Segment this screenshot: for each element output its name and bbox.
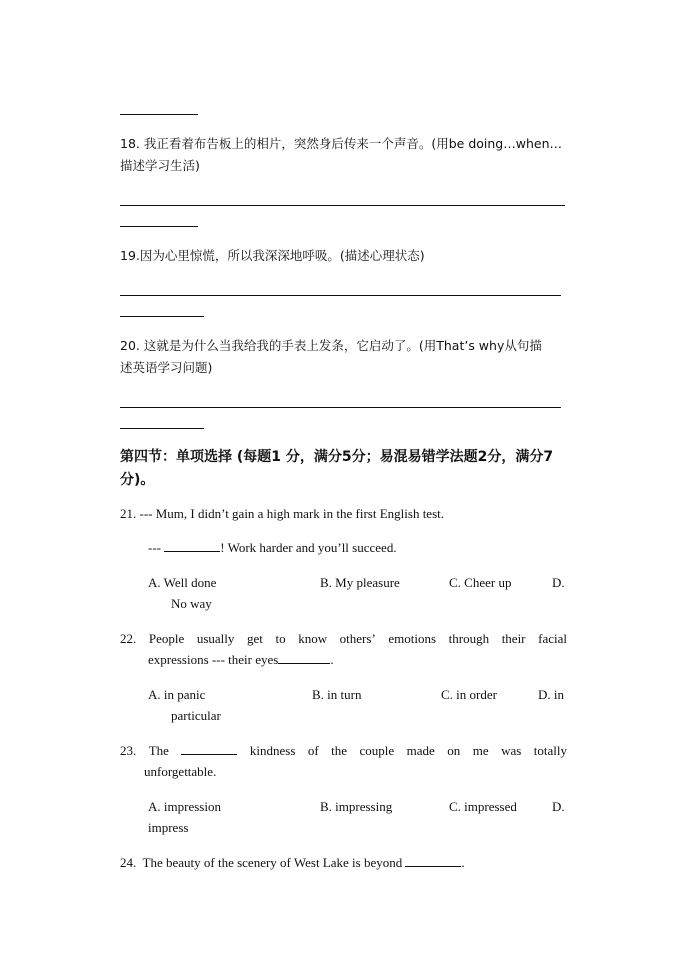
word: The: [148, 743, 169, 758]
q21-stem: 21. --- Mum, I didn’t gain a high mark in the first English test.: [120, 506, 444, 521]
q22-stem-line1: [120, 629, 567, 649]
word: to: [275, 631, 286, 646]
word: on: [447, 743, 461, 758]
q21-option-b[interactable]: B. My pleasure: [320, 575, 400, 590]
answer-line: [120, 226, 198, 227]
q21-option-d[interactable]: D.: [552, 575, 565, 590]
answer-line: [120, 205, 565, 206]
word: usually: [196, 631, 235, 646]
q22-option-c[interactable]: C. in order: [441, 687, 497, 702]
q23-option-c[interactable]: C. impressed: [449, 799, 517, 814]
q22-line2-prefix: expressions --- their eyes: [148, 652, 279, 667]
word: 22.: [120, 631, 137, 646]
q22-line2-suffix: .: [330, 652, 334, 667]
word: emotions: [388, 631, 437, 646]
answer-blank[interactable]: [181, 741, 237, 755]
q21-reply: [148, 538, 397, 558]
answer-line: [120, 295, 561, 296]
word: me: [472, 743, 489, 758]
word: others’: [339, 631, 376, 646]
word: get: [246, 631, 263, 646]
word: was: [501, 743, 522, 758]
word: the: [331, 743, 348, 758]
q18-line1: 18. 我正看着布告板上的相片，突然身后传来一个声音。(用be doing…when…: [120, 136, 562, 151]
q23-option-d-cont: impress: [148, 820, 189, 835]
q23-option-a[interactable]: A. impression: [148, 799, 221, 814]
q21-option-d-cont: No way: [171, 596, 212, 611]
word: their: [501, 631, 526, 646]
q19-line1: 19.因为心里惊慌，所以我深深地呼吸。(描述心理状态): [120, 248, 425, 263]
q24-suffix: .: [461, 855, 465, 870]
answer-blank[interactable]: [278, 650, 330, 664]
answer-line: [120, 316, 204, 317]
q24-prefix: 24. The beauty of the scenery of West Lake is beyond: [120, 855, 406, 870]
q20-line2: 述英语学习问题): [120, 360, 213, 375]
word: couple: [359, 743, 395, 758]
q22-option-d[interactable]: D. in: [538, 687, 564, 702]
q22-option-a[interactable]: A. in panic: [148, 687, 206, 702]
q23-option-b[interactable]: B. impressing: [320, 799, 393, 814]
q22-option-b[interactable]: B. in turn: [312, 687, 362, 702]
word: know: [298, 631, 328, 646]
word: People: [148, 631, 185, 646]
answer-line: [120, 428, 204, 429]
word: of: [307, 743, 319, 758]
word: totally: [533, 743, 567, 758]
word: 23.: [120, 743, 137, 758]
q20-line1: 20. 这就是为什么当我给我的手表上发条，它启动了。(用That’s why从句描: [120, 338, 542, 353]
q24-stem: [120, 853, 465, 873]
q21-reply-suffix: ! Work harder and you’ll succeed.: [220, 540, 397, 555]
q21-option-c[interactable]: C. Cheer up: [449, 575, 512, 590]
q21-reply-prefix: ---: [148, 540, 165, 555]
q22-option-d-cont: particular: [171, 708, 221, 723]
q21-option-a[interactable]: A. Well done: [148, 575, 217, 590]
section-heading-cont: 分)。: [120, 472, 155, 488]
q23-option-d[interactable]: D.: [552, 799, 565, 814]
section-heading: 第四节：单项选择 (每题1 分，满分5分；易混易错学法题2分，满分7: [120, 449, 554, 465]
q23-stem-line2: unforgettable.: [144, 764, 217, 779]
word: kindness: [249, 743, 296, 758]
answer-line: [120, 407, 561, 408]
q23-stem-line1: [120, 741, 567, 761]
answer-blank[interactable]: [164, 538, 220, 552]
word: made: [406, 743, 435, 758]
q22-stem-line2: [148, 650, 334, 670]
word: facial: [538, 631, 567, 646]
answer-line: [120, 114, 198, 115]
q18-line2: 描述学习生活): [120, 158, 200, 173]
answer-blank[interactable]: [405, 853, 461, 867]
word: through: [448, 631, 490, 646]
